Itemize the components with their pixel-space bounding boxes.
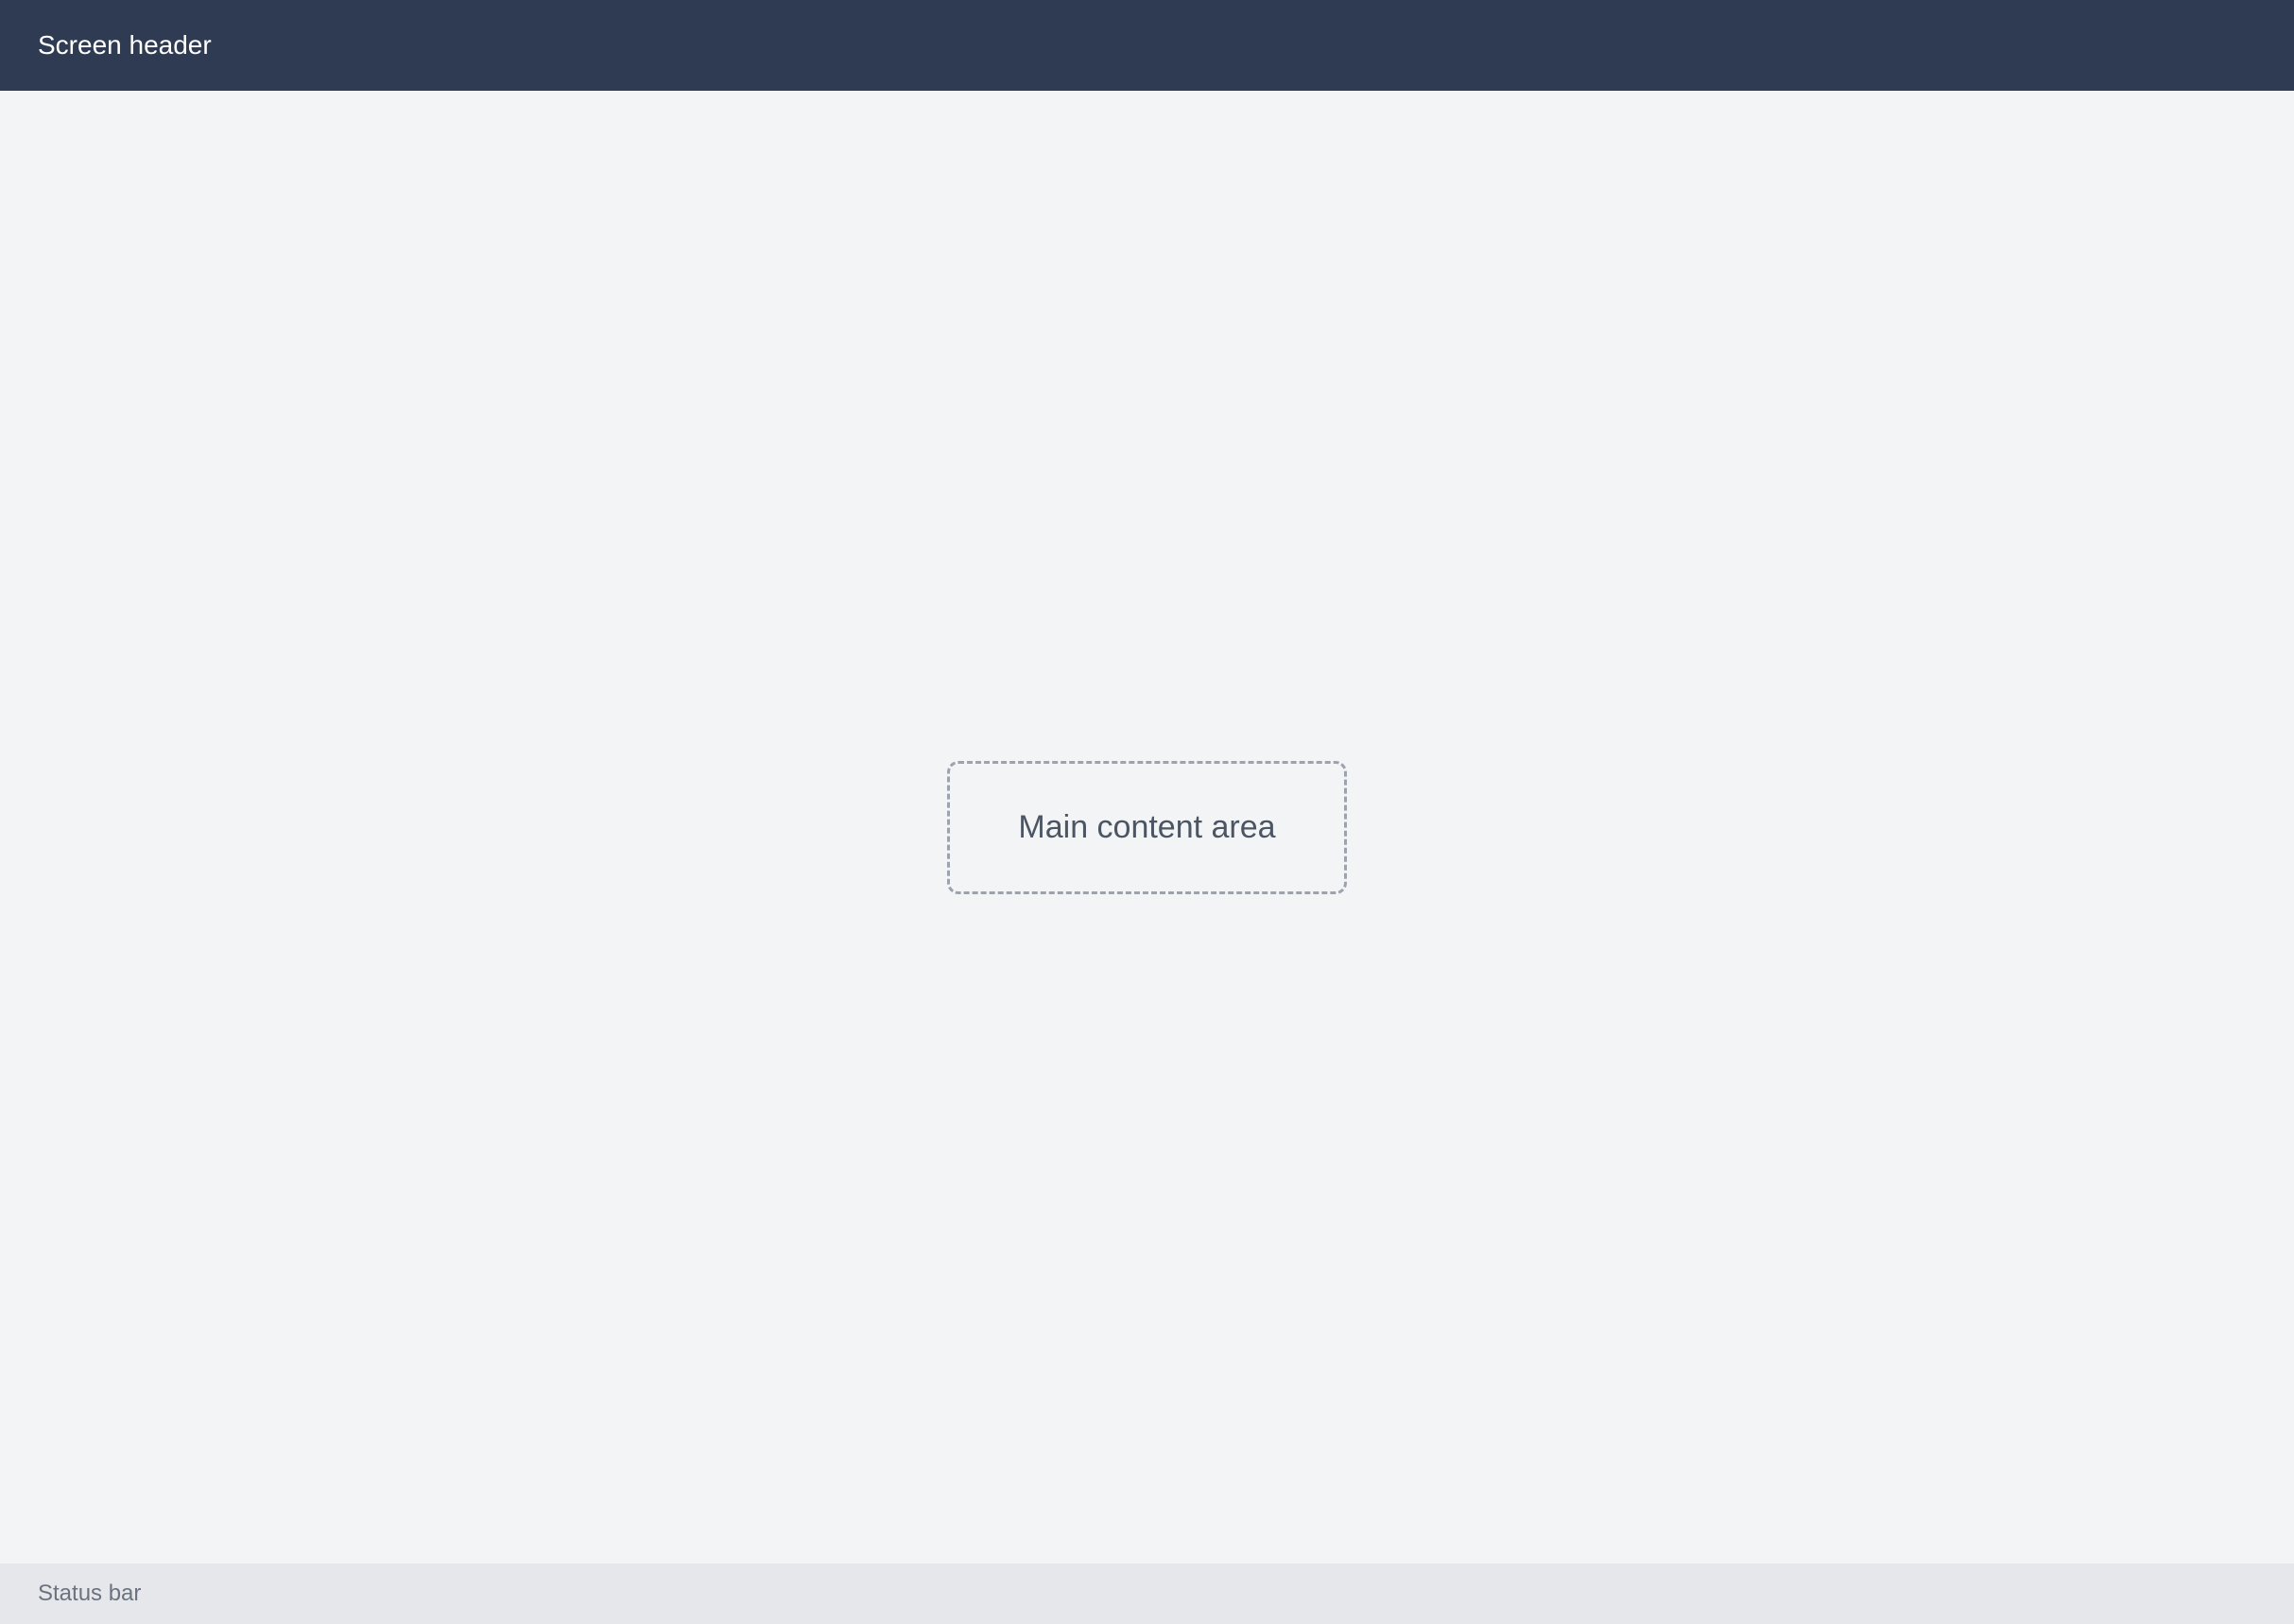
- header: [0, 0, 2294, 91]
- main-message: Main content area: [947, 761, 1346, 894]
- footer-status: Status bar: [38, 1581, 142, 1606]
- footer: [0, 1564, 2294, 1624]
- main-area: [0, 91, 2294, 1564]
- header-title: Screen header: [38, 30, 212, 60]
